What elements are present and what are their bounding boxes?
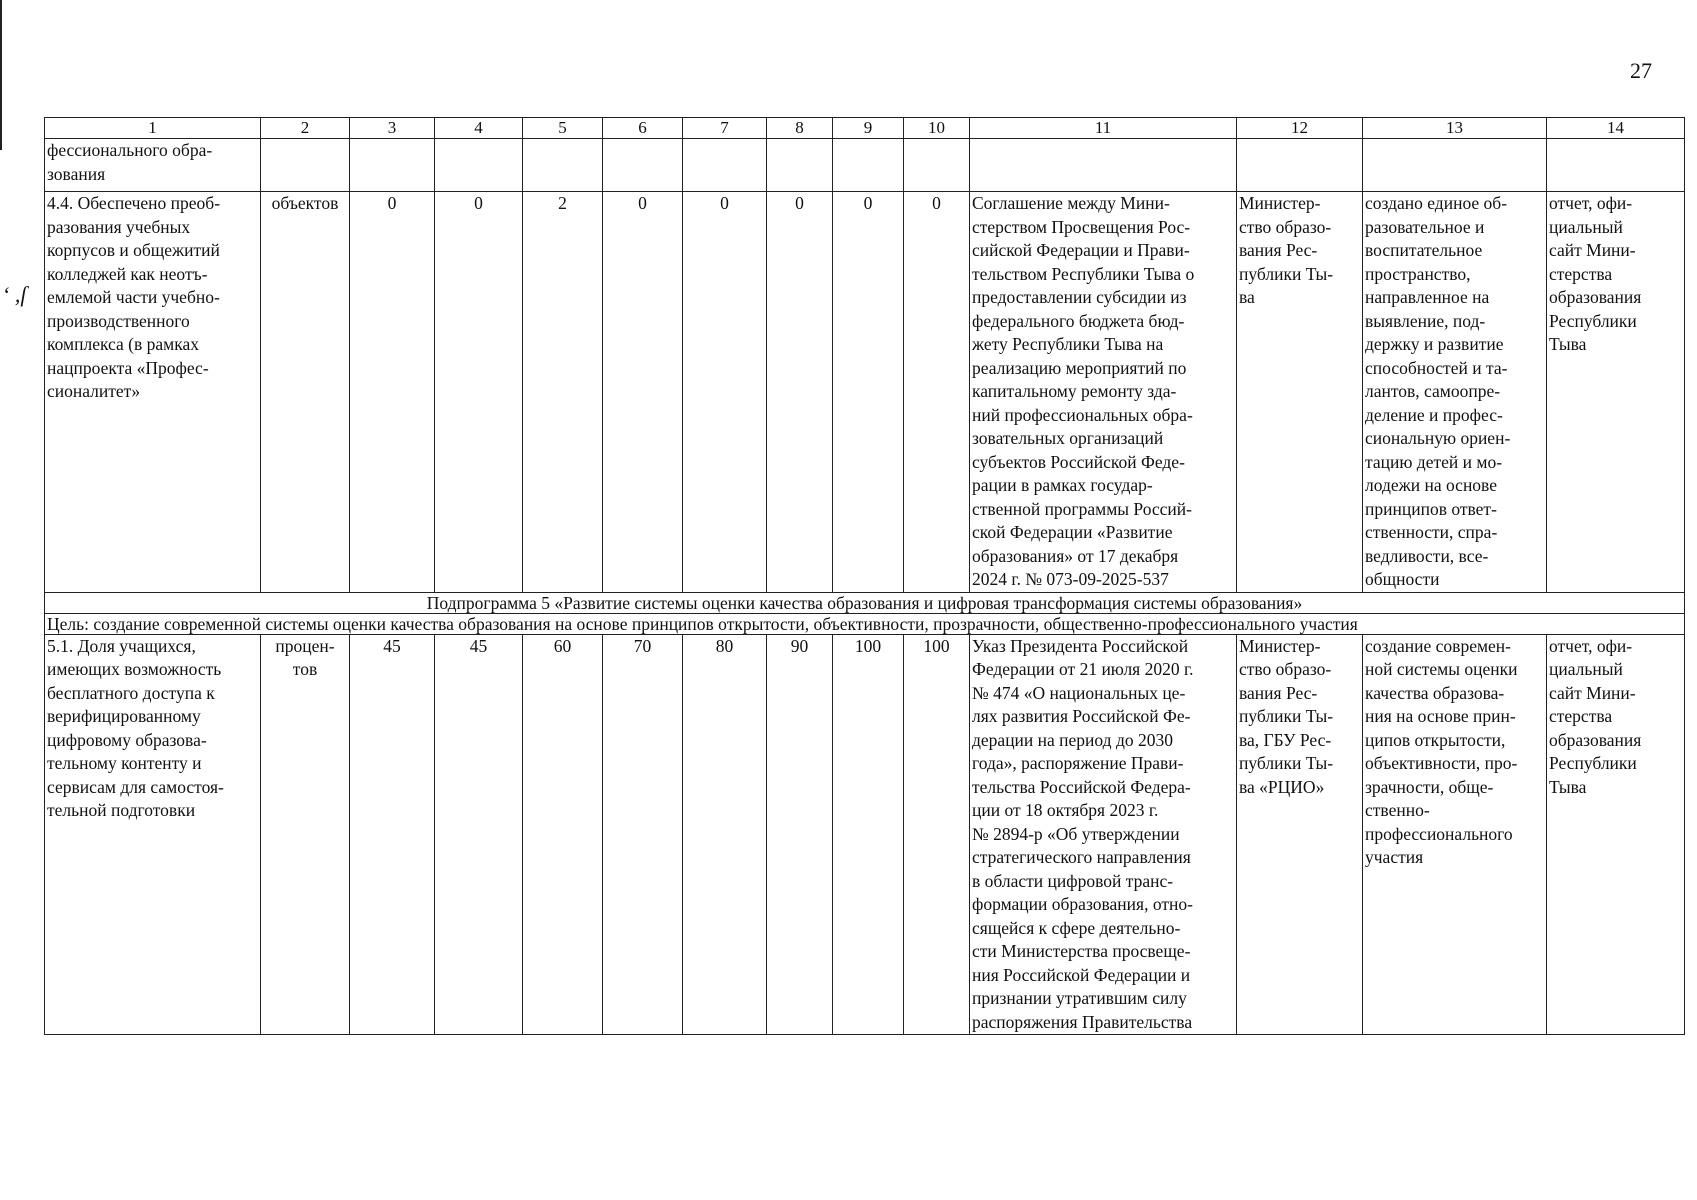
col-header: 12 xyxy=(1237,118,1363,139)
value-cell: 0 xyxy=(833,192,904,593)
unit-cell: процен- тов xyxy=(261,634,350,1035)
col-header: 13 xyxy=(1363,118,1547,139)
source-cell: отчет, офи- циальный сайт Мини- стерства образования Республики Тыва xyxy=(1547,634,1685,1035)
result-cell: создано единое об- разовательное и воспитательное пространство, направленное на выявление, под- держку и развитие способностей и та- лантов, самоопре- деление и профес- сиональную ориен- тацию детей и мо- лодежи на основе принципов ответ- ственности, спра- ведливости, все- общности xyxy=(1363,192,1547,593)
col-header: 8 xyxy=(767,118,833,139)
source-cell: отчет, офи- циальный сайт Мини- стерства образования Республики Тыва xyxy=(1547,192,1685,593)
subprogram-row xyxy=(45,592,1685,613)
col-header: 14 xyxy=(1547,118,1685,139)
value-cell: 100 xyxy=(833,634,904,1035)
col-header: 10 xyxy=(904,118,970,139)
indicators-table xyxy=(44,117,1685,1035)
basis-cell: Соглашение между Мини- стерством Просвещения Рос- сийской Федерации и Прави- тельством Республики Тыва о предоставлении субсидии из федерального бюджета бюд- жету Республики Тыва на реализацию мероприятий по капитальному ремонту зда- ний профессиональных обра- зовательных организаций субъектов Российской Феде- рации в рамках государ- ственной программы Россий- ской Федерации «Развитие образования» от 17 декабря 2024 г. № 073-09-2025-537 xyxy=(970,192,1237,593)
page-number: 27 xyxy=(1630,58,1652,83)
col-header: 3 xyxy=(350,118,435,139)
value-cell: 100 xyxy=(904,634,970,1035)
value-cell: 0 xyxy=(350,192,435,593)
col-header: 11 xyxy=(970,118,1237,139)
value-cell: 45 xyxy=(435,634,523,1035)
binding-line xyxy=(0,0,2,150)
col-header: 1 xyxy=(45,118,261,139)
value-cell: 60 xyxy=(523,634,603,1035)
goal-text: Цель: создание современной системы оценки качества образования на основе принципов открытости, объективности, прозрачности, общественно-профессионального участия xyxy=(45,613,1685,634)
indicator-name: 4.4. Обеспечено преоб- разования учебных корпусов и общежитий колледжей как неотъ- емлемой части учебно- производственного комплекса (в рамках нацпроекта «Профес- сионалитет» xyxy=(45,192,261,593)
responsible-cell: Министер- ство образо- вания Рес- публики Ты- ва, ГБУ Рес- публики Ты- ва «РЦИО» xyxy=(1237,634,1363,1035)
cell-text: фессионального обра- зования xyxy=(45,139,261,192)
col-header: 7 xyxy=(683,118,767,139)
basis-cell: Указ Президента Российской Федерации от 21 июля 2020 г. № 474 «О национальных це- лях развития Российской Фе- дерации на период до 2030 года», распоряжение Прави- тельства Российской Федера- ции от 18 октября 2023 г. № 2894-р «Об утверждении стратегического направления в области цифровой транс- формации образования, отно- сящейся к сфере деятельно- сти Министерства просвеще- ния Российской Федерации и признании утратившим силу распоряжения Правительства xyxy=(970,634,1237,1035)
continuation-row xyxy=(45,139,1685,192)
value-cell: 0 xyxy=(683,192,767,593)
col-header: 4 xyxy=(435,118,523,139)
value-cell: 2 xyxy=(523,192,603,593)
table-row xyxy=(45,634,1685,1035)
header-row xyxy=(45,118,1685,139)
value-cell: 90 xyxy=(767,634,833,1035)
responsible-cell: Министер- ство образо- вания Рес- публики Ты- ва xyxy=(1237,192,1363,593)
subprogram-title: Подпрограмма 5 «Развитие системы оценки качества образования и цифровая трансформация системы образования» xyxy=(45,592,1685,613)
value-cell: 0 xyxy=(435,192,523,593)
table-row xyxy=(45,192,1685,593)
value-cell: 0 xyxy=(904,192,970,593)
col-header: 9 xyxy=(833,118,904,139)
value-cell: 70 xyxy=(603,634,683,1035)
col-header: 2 xyxy=(261,118,350,139)
value-cell: 80 xyxy=(683,634,767,1035)
indicator-name: 5.1. Доля учащихся, имеющих возможность бесплатного доступа к верифицированному цифровому образова- тельному контенту и сервисам для самостоя- тельной подготовки xyxy=(45,634,261,1035)
result-cell: создание современ- ной системы оценки качества образова- ния на основе прин- ципов открытости, объективности, про- зрачности, обще- ственно- профессионального участия xyxy=(1363,634,1547,1035)
value-cell: 0 xyxy=(603,192,683,593)
col-header: 6 xyxy=(603,118,683,139)
col-header: 5 xyxy=(523,118,603,139)
unit-cell: объектов xyxy=(261,192,350,593)
goal-row xyxy=(45,613,1685,634)
value-cell: 45 xyxy=(350,634,435,1035)
value-cell: 0 xyxy=(767,192,833,593)
margin-mark: ʻ ,ſ xyxy=(2,282,27,307)
